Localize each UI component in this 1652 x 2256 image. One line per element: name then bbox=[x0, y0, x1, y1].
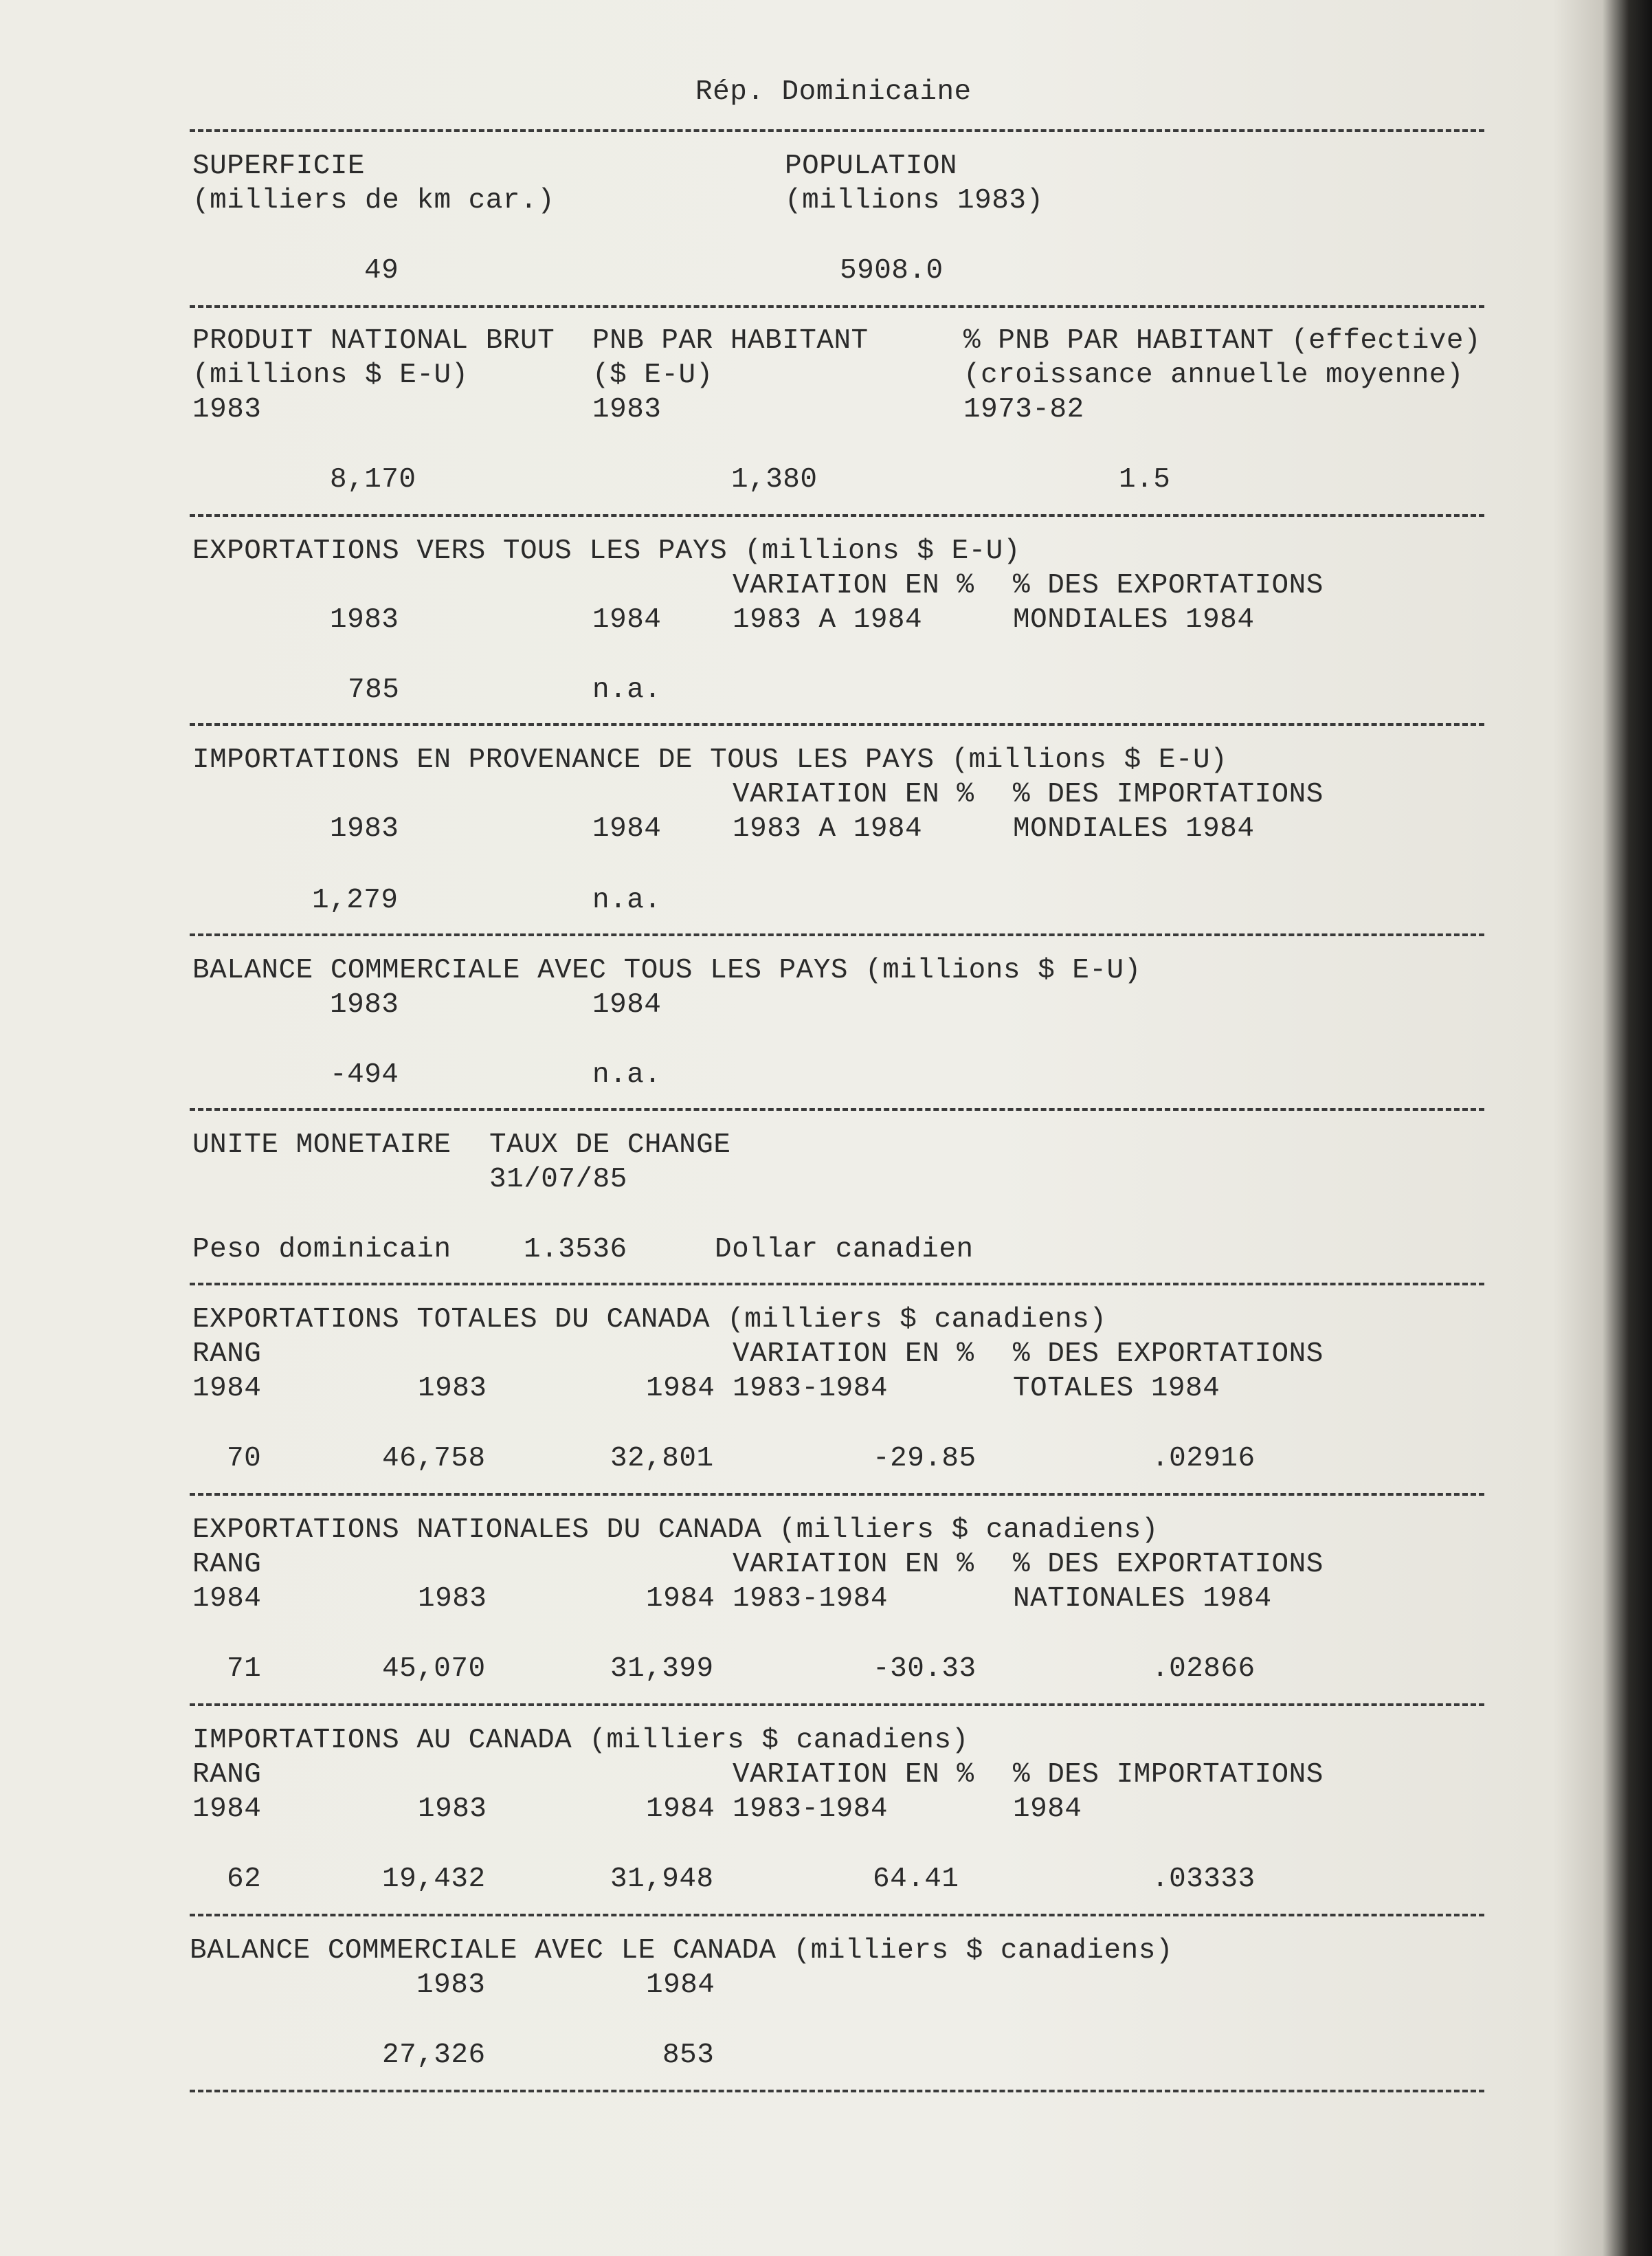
pnb-per-capita-value: 1,380 bbox=[731, 464, 818, 496]
page-title: Rép. Dominicaine bbox=[695, 76, 972, 108]
balance-canada-value-1984: 853 bbox=[662, 2039, 715, 2071]
var-label: VARIATION EN % bbox=[733, 1338, 974, 1370]
rank-year: 1984 bbox=[192, 1583, 262, 1615]
variation-value: -30.33 bbox=[873, 1653, 976, 1685]
superficie-unit: (milliers de km car.) bbox=[192, 185, 555, 217]
balance-all-year-1983: 1983 bbox=[330, 989, 399, 1021]
pct-label: % DES EXPORTATIONS bbox=[1013, 1338, 1324, 1370]
rank-year: 1984 bbox=[192, 1793, 262, 1825]
pct-label: % DES EXPORTATIONS bbox=[1013, 1549, 1324, 1580]
population-label: POPULATION bbox=[785, 151, 958, 182]
rank-year: 1984 bbox=[192, 1373, 262, 1404]
pct-value: .03333 bbox=[1152, 1864, 1255, 1895]
population-value: 5908.0 bbox=[840, 255, 944, 287]
divider bbox=[190, 305, 1484, 308]
rank-value: 62 bbox=[227, 1864, 262, 1895]
divider bbox=[190, 1108, 1484, 1111]
exports-all-year-1983: 1983 bbox=[330, 604, 399, 636]
currency-label: UNITE MONETAIRE bbox=[192, 1129, 451, 1161]
divider bbox=[190, 129, 1484, 132]
var-years: 1983-1984 bbox=[733, 1793, 888, 1825]
balance-all-heading: BALANCE COMMERCIALE AVEC TOUS LES PAYS (millions $ E-U) bbox=[192, 955, 1141, 986]
balance-all-value-1984: n.a. bbox=[592, 1059, 662, 1091]
reference-currency: Dollar canadien bbox=[715, 1234, 974, 1265]
exports-all-value-1984: n.a. bbox=[592, 674, 662, 706]
pnb-unit: (millions $ E-U) bbox=[192, 360, 469, 391]
var-label: VARIATION EN % bbox=[733, 1759, 974, 1791]
balance-canada-year-1984: 1984 bbox=[646, 1969, 715, 2001]
rank-label: RANG bbox=[192, 1338, 262, 1370]
exports-all-pct-years: MONDIALES 1984 bbox=[1013, 604, 1255, 636]
superficie-value: 49 bbox=[364, 255, 399, 287]
balance-canada-value-1983: 27,326 bbox=[382, 2039, 486, 2071]
pnb-growth-label: % PNB PAR HABITANT (effective) bbox=[963, 325, 1482, 357]
pct-value: .02916 bbox=[1152, 1443, 1255, 1474]
exports-all-heading: EXPORTATIONS VERS TOUS LES PAYS (millions $ E-U) bbox=[192, 535, 1020, 567]
value-1984: 31,948 bbox=[610, 1864, 714, 1895]
year-1983: 1983 bbox=[418, 1583, 487, 1615]
exports-all-year-1984: 1984 bbox=[592, 604, 662, 636]
pnb-growth-years: 1973-82 bbox=[963, 394, 1084, 425]
year-1984: 1984 bbox=[646, 1793, 715, 1825]
imports-all-var-years: 1983 A 1984 bbox=[733, 813, 923, 845]
pct-years: TOTALES 1984 bbox=[1013, 1373, 1220, 1404]
pnb-per-capita-label: PNB PAR HABITANT bbox=[592, 325, 869, 357]
imports-all-pct-label: % DES IMPORTATIONS bbox=[1013, 779, 1324, 810]
divider bbox=[190, 514, 1484, 517]
value-1983: 46,758 bbox=[382, 1443, 486, 1474]
exports-all-var-years: 1983 A 1984 bbox=[733, 604, 923, 636]
value-1983: 45,070 bbox=[382, 1653, 486, 1685]
exports-all-value-1983: 785 bbox=[348, 674, 400, 706]
exchange-rate-date: 31/07/85 bbox=[489, 1164, 627, 1195]
rank-label: RANG bbox=[192, 1759, 262, 1791]
imports-all-year-1983: 1983 bbox=[330, 813, 399, 845]
divider bbox=[190, 1914, 1484, 1916]
currency-unit: Peso dominicain bbox=[192, 1234, 451, 1265]
pnb-growth-unit: (croissance annuelle moyenne) bbox=[963, 360, 1464, 391]
divider bbox=[190, 933, 1484, 936]
rank-value: 70 bbox=[227, 1443, 262, 1474]
imports-all-pct-years: MONDIALES 1984 bbox=[1013, 813, 1255, 845]
pnb-label: PRODUIT NATIONAL BRUT bbox=[192, 325, 555, 357]
year-1984: 1984 bbox=[646, 1583, 715, 1615]
rank-value: 71 bbox=[227, 1653, 262, 1685]
value-1984: 31,399 bbox=[610, 1653, 714, 1685]
canada-imports-heading: IMPORTATIONS AU CANADA (milliers $ canadiens) bbox=[192, 1725, 969, 1756]
divider bbox=[190, 1703, 1484, 1706]
pnb-year: 1983 bbox=[192, 394, 262, 425]
imports-all-value-1983: 1,279 bbox=[312, 885, 399, 916]
pct-years: 1984 bbox=[1013, 1793, 1082, 1825]
var-years: 1983-1984 bbox=[733, 1583, 888, 1615]
exchange-rate-label: TAUX DE CHANGE bbox=[489, 1129, 731, 1161]
year-1983: 1983 bbox=[418, 1793, 487, 1825]
balance-all-year-1984: 1984 bbox=[592, 989, 662, 1021]
balance-canada-year-1983: 1983 bbox=[416, 1969, 486, 2001]
year-1983: 1983 bbox=[418, 1373, 487, 1404]
var-years: 1983-1984 bbox=[733, 1373, 888, 1404]
divider bbox=[190, 2090, 1484, 2092]
value-1984: 32,801 bbox=[610, 1443, 714, 1474]
exchange-rate-value: 1.3536 bbox=[524, 1234, 627, 1265]
value-1983: 19,432 bbox=[382, 1864, 486, 1895]
pnb-per-capita-year: 1983 bbox=[592, 394, 662, 425]
imports-all-year-1984: 1984 bbox=[592, 813, 662, 845]
imports-all-var-label: VARIATION EN % bbox=[733, 779, 974, 810]
imports-all-heading: IMPORTATIONS EN PROVENANCE DE TOUS LES PAYS (millions $ E-U) bbox=[192, 744, 1228, 776]
canada-exports-total-heading: EXPORTATIONS TOTALES DU CANADA (milliers $ canadiens) bbox=[192, 1304, 1107, 1336]
exports-all-pct-label: % DES EXPORTATIONS bbox=[1013, 570, 1324, 601]
population-unit: (millions 1983) bbox=[785, 185, 1044, 217]
variation-value: -29.85 bbox=[873, 1443, 976, 1474]
balance-canada-heading: BALANCE COMMERCIALE AVEC LE CANADA (milliers $ canadiens) bbox=[190, 1935, 1173, 1967]
pct-value: .02866 bbox=[1152, 1653, 1255, 1685]
pnb-growth-value: 1.5 bbox=[1119, 464, 1171, 496]
balance-all-value-1983: -494 bbox=[330, 1059, 399, 1091]
pnb-value: 8,170 bbox=[330, 464, 416, 496]
pnb-per-capita-unit: ($ E-U) bbox=[592, 360, 713, 391]
exports-all-var-label: VARIATION EN % bbox=[733, 570, 974, 601]
var-label: VARIATION EN % bbox=[733, 1549, 974, 1580]
pct-years: NATIONALES 1984 bbox=[1013, 1583, 1272, 1615]
divider bbox=[190, 723, 1484, 726]
divider bbox=[190, 1283, 1484, 1285]
pct-label: % DES IMPORTATIONS bbox=[1013, 1759, 1324, 1791]
variation-value: 64.41 bbox=[873, 1864, 959, 1895]
imports-all-value-1984: n.a. bbox=[592, 885, 662, 916]
canada-exports-national-heading: EXPORTATIONS NATIONALES DU CANADA (milliers $ canadiens) bbox=[192, 1514, 1159, 1546]
superficie-label: SUPERFICIE bbox=[192, 151, 366, 182]
rank-label: RANG bbox=[192, 1549, 262, 1580]
divider bbox=[190, 1493, 1484, 1496]
year-1984: 1984 bbox=[646, 1373, 715, 1404]
